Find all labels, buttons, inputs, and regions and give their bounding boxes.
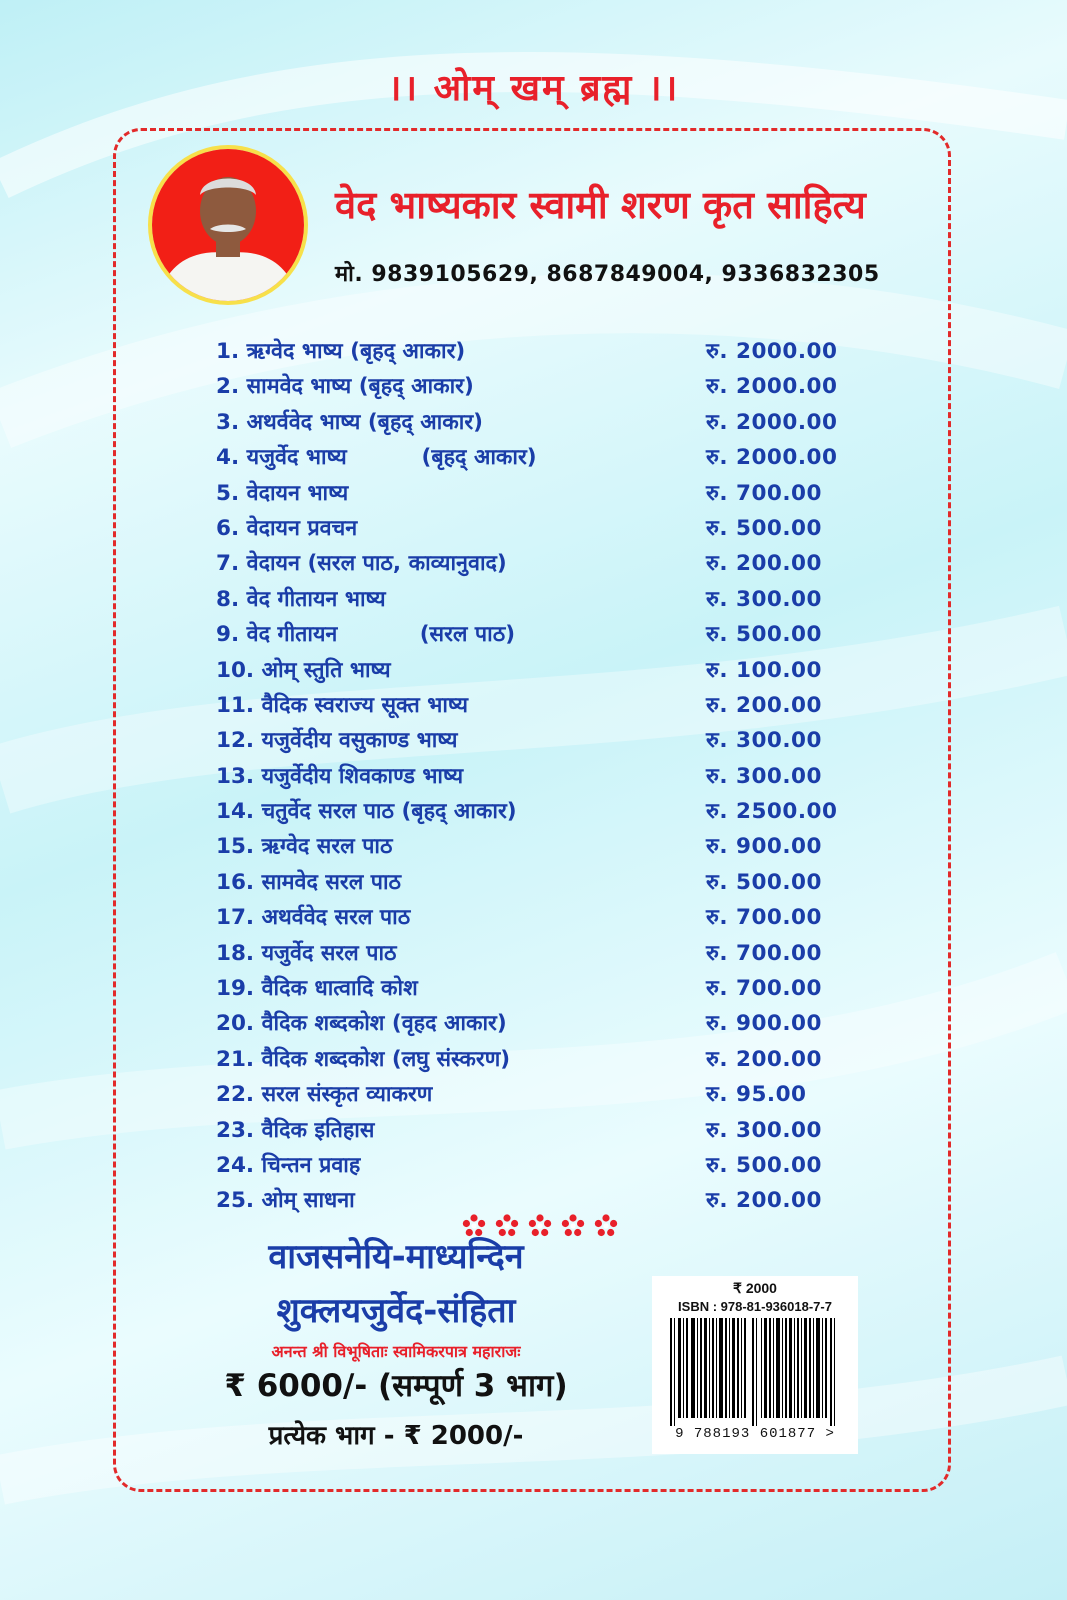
book-title: 14. चतुर्वेद सरल पाठ (बृहद् आकार) (216, 799, 517, 825)
series-subtitle: अनन्त श्री विभूषिताः स्वामिकरपात्र महाराजः (271, 1342, 521, 1361)
header-chant: ।। ओम् खम् ब्रह्म ।। (387, 68, 680, 109)
book-price: रु. 200.00 (706, 1188, 822, 1214)
book-title: 6. वेदायन प्रवचन (216, 515, 358, 541)
book-price: रु. 200.00 (706, 692, 822, 718)
list-item (216, 690, 856, 725)
book-price: रु. 500.00 (706, 515, 822, 541)
book-title: 4. यजुर्वेद भाष्य (बृहद् आकार) (216, 445, 537, 471)
book-title: 1. ऋग्वेद भाष्य (बृहद् आकार) (216, 339, 466, 364)
list-item (216, 1044, 856, 1079)
book-title: 2. सामवेद भाष्य (बृहद् आकार) (216, 374, 474, 400)
list-item (216, 761, 856, 796)
book-price: रु. 2000.00 (706, 374, 838, 400)
book-title: 13. यजुर्वेदीय शिवकाण्ड भाष्य (216, 763, 464, 789)
list-item (216, 902, 856, 937)
contact-numbers: मो. 9839105629, 8687849004, 9336832305 (335, 262, 880, 287)
book-title: 21. वैदिक शब्दकोश (लघु संस्करण) (216, 1046, 511, 1072)
list-item (216, 513, 856, 548)
each-part-price: प्रत्येक भाग - ₹ 2000/- (268, 1421, 524, 1451)
barcode-digits: 9 788193 601877 > (675, 1426, 835, 1442)
book-title: 3. अथर्ववेद भाष्य (बृहद् आकार) (216, 409, 483, 435)
isbn-label: ISBN : 978-81-936018-7-7 (678, 1299, 832, 1314)
book-price: रु. 900.00 (706, 1011, 822, 1037)
list-item (216, 1150, 856, 1185)
book-title: 18. यजुर्वेद सरल पाठ (216, 940, 397, 966)
list-item (216, 796, 856, 831)
barcode-panel (652, 1276, 858, 1454)
book-title: 9. वेद गीतायन (सरल पाठ) (216, 622, 516, 648)
list-item (216, 336, 856, 371)
list-item (216, 655, 856, 690)
book-title: 25. ओम् साधना (216, 1188, 355, 1214)
book-title: 24. चिन्तन प्रवाह (216, 1152, 361, 1178)
list-item (216, 407, 856, 442)
list-item (216, 1008, 856, 1043)
book-price: रु. 700.00 (706, 905, 822, 931)
book-title: 12. यजुर्वेदीय वसुकाण्ड भाष्य (216, 728, 458, 754)
list-item (216, 938, 856, 973)
barcode-price: ₹ 2000 (733, 1280, 777, 1296)
book-title: 8. वेद गीतायन भाष्य (216, 586, 386, 612)
book-title: 17. अथर्ववेद सरल पाठ (216, 905, 411, 931)
list-item (216, 973, 856, 1008)
book-title: 19. वैदिक धात्वादि कोश (216, 976, 418, 1002)
book-price: रु. 300.00 (706, 728, 822, 754)
book-price: रु. 95.00 (706, 1082, 807, 1108)
list-item (216, 371, 856, 406)
book-price: रु. 2000.00 (706, 409, 838, 435)
book-price: रु. 300.00 (706, 763, 822, 789)
list-item (216, 478, 856, 513)
book-list (216, 336, 856, 1221)
book-price: रु. 100.00 (706, 657, 822, 683)
book-price: रु. 700.00 (706, 940, 822, 966)
list-item (216, 584, 856, 619)
book-price: रु. 200.00 (706, 1046, 822, 1072)
book-price: रु. 500.00 (706, 622, 822, 648)
book-title: 22. सरल संस्कृत व्याकरण (216, 1082, 433, 1108)
list-item (216, 831, 856, 866)
list-item (216, 548, 856, 583)
book-price: रु. 300.00 (706, 1117, 822, 1143)
list-item (216, 725, 856, 760)
book-price: रु. 700.00 (706, 480, 822, 506)
set-price: ₹ 6000/- (सम्पूर्ण 3 भाग) (224, 1368, 568, 1404)
book-price: रु. 700.00 (706, 976, 822, 1002)
book-price: रु. 500.00 (706, 869, 822, 895)
book-title: 15. ऋग्वेद सरल पाठ (216, 834, 393, 860)
barcode-bars (666, 1318, 846, 1426)
list-item (216, 442, 856, 477)
list-item (216, 1115, 856, 1150)
book-title: 10. ओम् स्तुति भाष्य (216, 657, 391, 683)
series-title-line1: वाजसनेयि-माध्यन्दिन (268, 1237, 524, 1277)
book-title: 16. सामवेद सरल पाठ (216, 869, 402, 895)
book-title: 11. वैदिक स्वराज्य सूक्त भाष्य (216, 692, 469, 718)
series-title-line2: शुक्लयजुर्वेद-संहिता (276, 1291, 516, 1331)
author-literature-title: वेद भाष्यकार स्वामी शरण कृत साहित्य (335, 183, 866, 227)
book-price: रु. 2000.00 (706, 339, 838, 364)
book-title: 5. वेदायन भाष्य (216, 480, 349, 506)
book-price: रु. 2000.00 (706, 445, 838, 471)
list-item (216, 1079, 856, 1114)
book-price: रु. 2500.00 (706, 799, 838, 825)
book-title: 20. वैदिक शब्दकोश (वृहद आकार) (216, 1011, 507, 1037)
book-price: रु. 200.00 (706, 551, 822, 577)
book-price: रु. 900.00 (706, 834, 822, 860)
book-title: 23. वैदिक इतिहास (216, 1117, 375, 1143)
book-price: रु. 300.00 (706, 586, 822, 612)
book-price: रु. 500.00 (706, 1152, 822, 1178)
book-title: 7. वेदायन (सरल पाठ, काव्यानुवाद) (216, 551, 507, 577)
author-photo (148, 145, 308, 305)
list-item (216, 867, 856, 902)
list-item (216, 619, 856, 654)
